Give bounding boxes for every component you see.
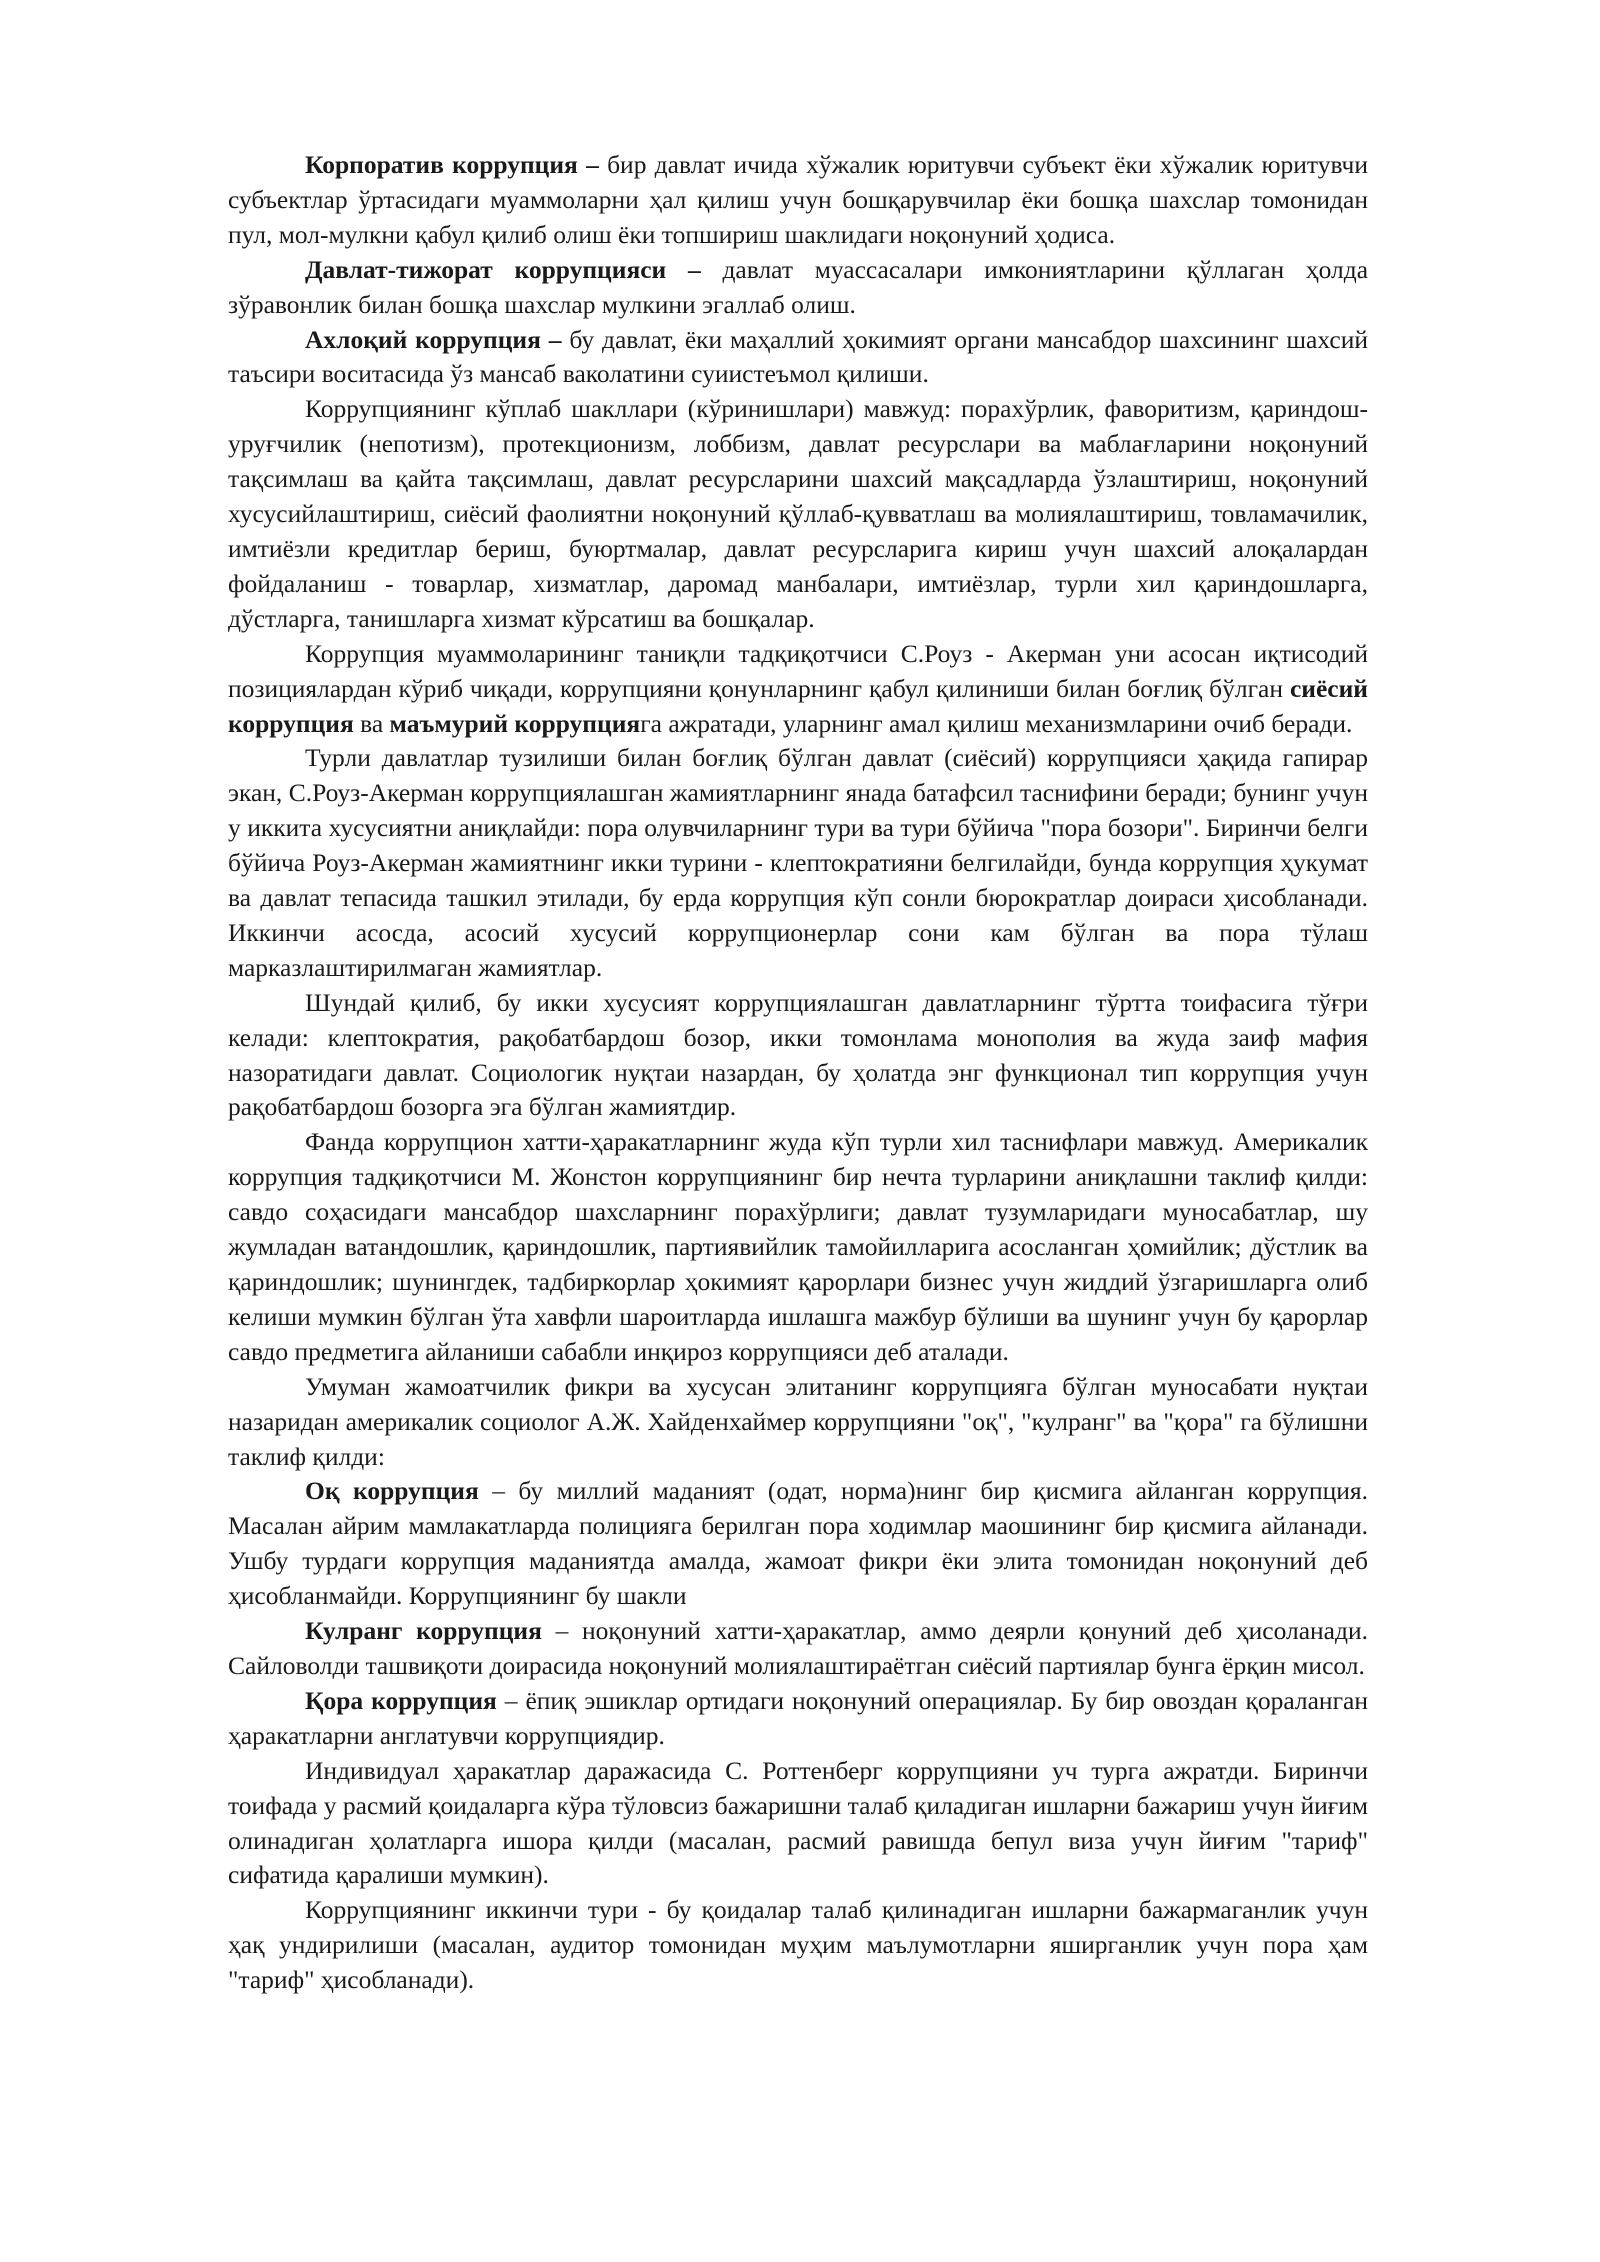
- paragraph-text: бу давлат, ёки маҳаллий ҳокимият органи мансабдор шахсининг шахсий таъсири воситасида ўз мансаб ваколатини суиистеъмол қилиши.: [228, 324, 1369, 389]
- term-administrative-corruption: маъмурий коррупция: [389, 708, 641, 738]
- term-moral-corruption: Ахлоқий коррупция –: [305, 324, 562, 354]
- paragraph-white-corruption: [228, 1474, 1368, 1614]
- paragraph-text: Фанда коррупцион хатти-ҳаракатларнинг жуда кўп турли хил таснифлари мавжуд. Америкалик коррупция тадқиқотчиси М. Жонстон коррупциянинг бир нечта турларини аниқлашни таклиф қилди: савдо соҳасидаги мансабдор шахсларнинг порахўрлиги; давлат тузумларидаги муносабатлар, шу жумладан ватандошлик, қариндошлик, партиявийлик тамойилларига асосланган ҳомийлик; дўстлик ва қариндошлик; шунингдек, тадбиркорлар ҳокимият қарорлари бизнес учун жиддий ўзгаришларга олиб келиши мумкин бўлган ўта хавфли шароитларда ишлашга мажбур бўлиши ва шунинг учун бу қарорлар савдо предметига айланиши сабабли инқироз коррупцияси деб аталади.: [228, 1127, 1368, 1366]
- paragraph-text: бир давлат ичида хўжалик юритувчи субъект ёки хўжалик юритувчи субъектлар ўртасидаги муаммоларни ҳал қилиш учун бошқарувчилар ёки бошқа шахслар томонидан пул, мол-мулкни қабул қилиб олиш ёки топшириш шаклидаги ноқонуний ҳодиса.: [228, 150, 1368, 249]
- paragraph-text: Умуман жамоатчилик фикри ва хусусан элитанинг коррупцияга бўлган муносабати нуқтаи назаридан америкалик социолог А.Ж. Хайденхаймер коррупцияни "оқ", "кулранг" ва "қора" га бўлишни таклиф қилди:: [228, 1371, 1368, 1471]
- paragraph-heidenheimer: [228, 1370, 1368, 1475]
- term-black-corruption: Қора коррупция: [305, 1685, 497, 1715]
- paragraph-text: Шундай қилиб, бу икки хусусият коррупциялашган давлатларнинг тўртта тоифасига тўғри келади: клептократия, рақобатбардош бозор, икки томонлама монополия ва жуда заиф мафия назоратидаги давлат. Социологик нуқтаи назардан, бу ҳолатда энг функционал тип коррупция учун рақобатбардош бозорга эга бўлган жамиятдир.: [228, 987, 1368, 1122]
- paragraph-text: Турли давлатлар тузилиши билан боғлиқ бўлган давлат (сиёсий) коррупцияси ҳақида гапирар экан, С.Роуз-Акерман коррупциялашган жамиятларнинг янада батафсил таснифини беради; бунинг учун у иккита хусусиятни аниқлайди: пора олувчиларнинг тури ва тури бўйича "пора бозори". Биринчи белги бўйича Роуз-Акерман жамиятнинг икки турини - клептократияни белгилайди, бунда коррупция ҳукумат ва давлат тепасида ташкил этилади, бу ерда коррупция кўп сонли бюрократлар доираси ҳисобланади. Иккинчи асосда, асосий хусусий коррупционерлар сони кам бўлган ва пора тўлаш марказлаштирилмаган жамиятлар.: [228, 743, 1368, 982]
- paragraph-corporate-corruption: [228, 148, 1368, 253]
- paragraph-text: га ажратади, уларнинг амал қилиш механизмларини очиб беради.: [640, 708, 1353, 738]
- term-white-corruption: Оқ коррупция: [305, 1476, 479, 1506]
- term-state-commercial-corruption: Давлат-тижорат коррупцияси –: [305, 254, 701, 284]
- paragraph-text: – ноқонуний хатти-ҳаракатлар, аммо деярли қонуний деб ҳисоланади. Сайловолди ташвиқоти доирасида ноқонуний молиялаштираётган сиёсий партиялар бунга ёрқин мисол.: [228, 1616, 1368, 1680]
- paragraph-grey-corruption: [228, 1614, 1368, 1684]
- document-page: [228, 148, 1368, 1998]
- paragraph-four-categories: [228, 986, 1368, 1126]
- term-corporate-corruption: Корпоратив коррупция –: [305, 150, 599, 179]
- paragraph-text: Коррупция муаммоларининг таниқли тадқиқотчиси С.Роуз - Акерман уни асосан иқтисодий позициялардан кўриб чиқади, коррупцияни қонунларнинг қабул қилиниши билан боғлиқ бўлган: [228, 638, 1368, 703]
- paragraph-text: Коррупциянинг кўплаб шакллари (кўринишлари) мавжуд: порахўрлик, фаворитизм, қариндош-уруғчилик (непотизм), протекционизм, лоббизм, давлат ресурслари ва маблағларини ноқонуний тақсимлаш ва қайта тақсимлаш, давлат ресурсларини шахсий мақсадларда ўзлаштириш, ноқонуний хусусийлаштириш, сиёсий фаолиятни ноқонуний қўллаб-қувватлаш ва молиялаштириш, товламачилик, имтиёзли кредитлар бериш, буюртмалар, давлат ресурсларига кириш учун шахсий алоқалардан фойдаланиш - товарлар, хизматлар, даромад манбалари, имтиёзлар, турли хил қариндошларга, дўстларга, танишларга хизмат кўрсатиш ва бошқалар.: [228, 394, 1368, 633]
- paragraph-text: давлат муассасалари имкониятларини қўллаган ҳолда зўравонлик билан бошқа шахслар мулкини эгаллаб олиш.: [228, 254, 1369, 319]
- paragraph-black-corruption: [228, 1684, 1368, 1754]
- term-political-corruption: сиёсий коррупция: [228, 673, 1368, 738]
- paragraph-moral-corruption: [228, 323, 1368, 393]
- paragraph-text: – бу миллий маданият (одат, норма)нинг бир қисмига айланган коррупция. Масалан айрим мамлакатларда полицияга берилган пора ходимлар маошининг бир қисмига айланади. Ушбу турдаги коррупция маданиятда амалда, жамоат фикри ёки элита томонидан ноқонуний деб ҳисобланмайди. Коррупциянинг бу шакли: [228, 1476, 1368, 1611]
- paragraph-text: ва: [353, 708, 390, 738]
- paragraph-text: Индивидуал ҳаракатлар даражасида С. Роттенберг коррупцияни уч турга ажратди. Биринчи тоифада у расмий қоидаларга кўра тўловсиз бажаришни талаб қиладиган ишларни бажариш учун йиғим олинадиган ҳолатларга ишора қилди (масалан, расмий равишда бепул виза учун йиғим "тариф" сифатида қаралиши мумкин).: [228, 1755, 1368, 1890]
- paragraph-state-commercial-corruption: [228, 253, 1368, 323]
- paragraph-text: Коррупциянинг иккинчи тури - бу қоидалар талаб қилинадиган ишларни бажармаганлик учун ҳақ ундирилиши (масалан, аудитор томонидан муҳим маълумотларни яширганлик учун пора ҳам "тариф" ҳисобланади).: [228, 1895, 1368, 1995]
- paragraph-state-corruption-classification: [228, 741, 1368, 985]
- paragraph-rose-ackerman: [228, 637, 1368, 742]
- paragraph-second-type: [228, 1893, 1368, 1998]
- term-grey-corruption: Кулранг коррупция: [305, 1616, 542, 1646]
- paragraph-johnston: [228, 1125, 1368, 1369]
- paragraph-forms-of-corruption: [228, 392, 1368, 636]
- paragraph-rottenberg: [228, 1754, 1368, 1894]
- paragraph-text: – ёпиқ эшиклар ортидаги ноқонуний операциялар. Бу бир овоздан қораланган ҳаракатларни англатувчи коррупциядир.: [228, 1685, 1368, 1750]
